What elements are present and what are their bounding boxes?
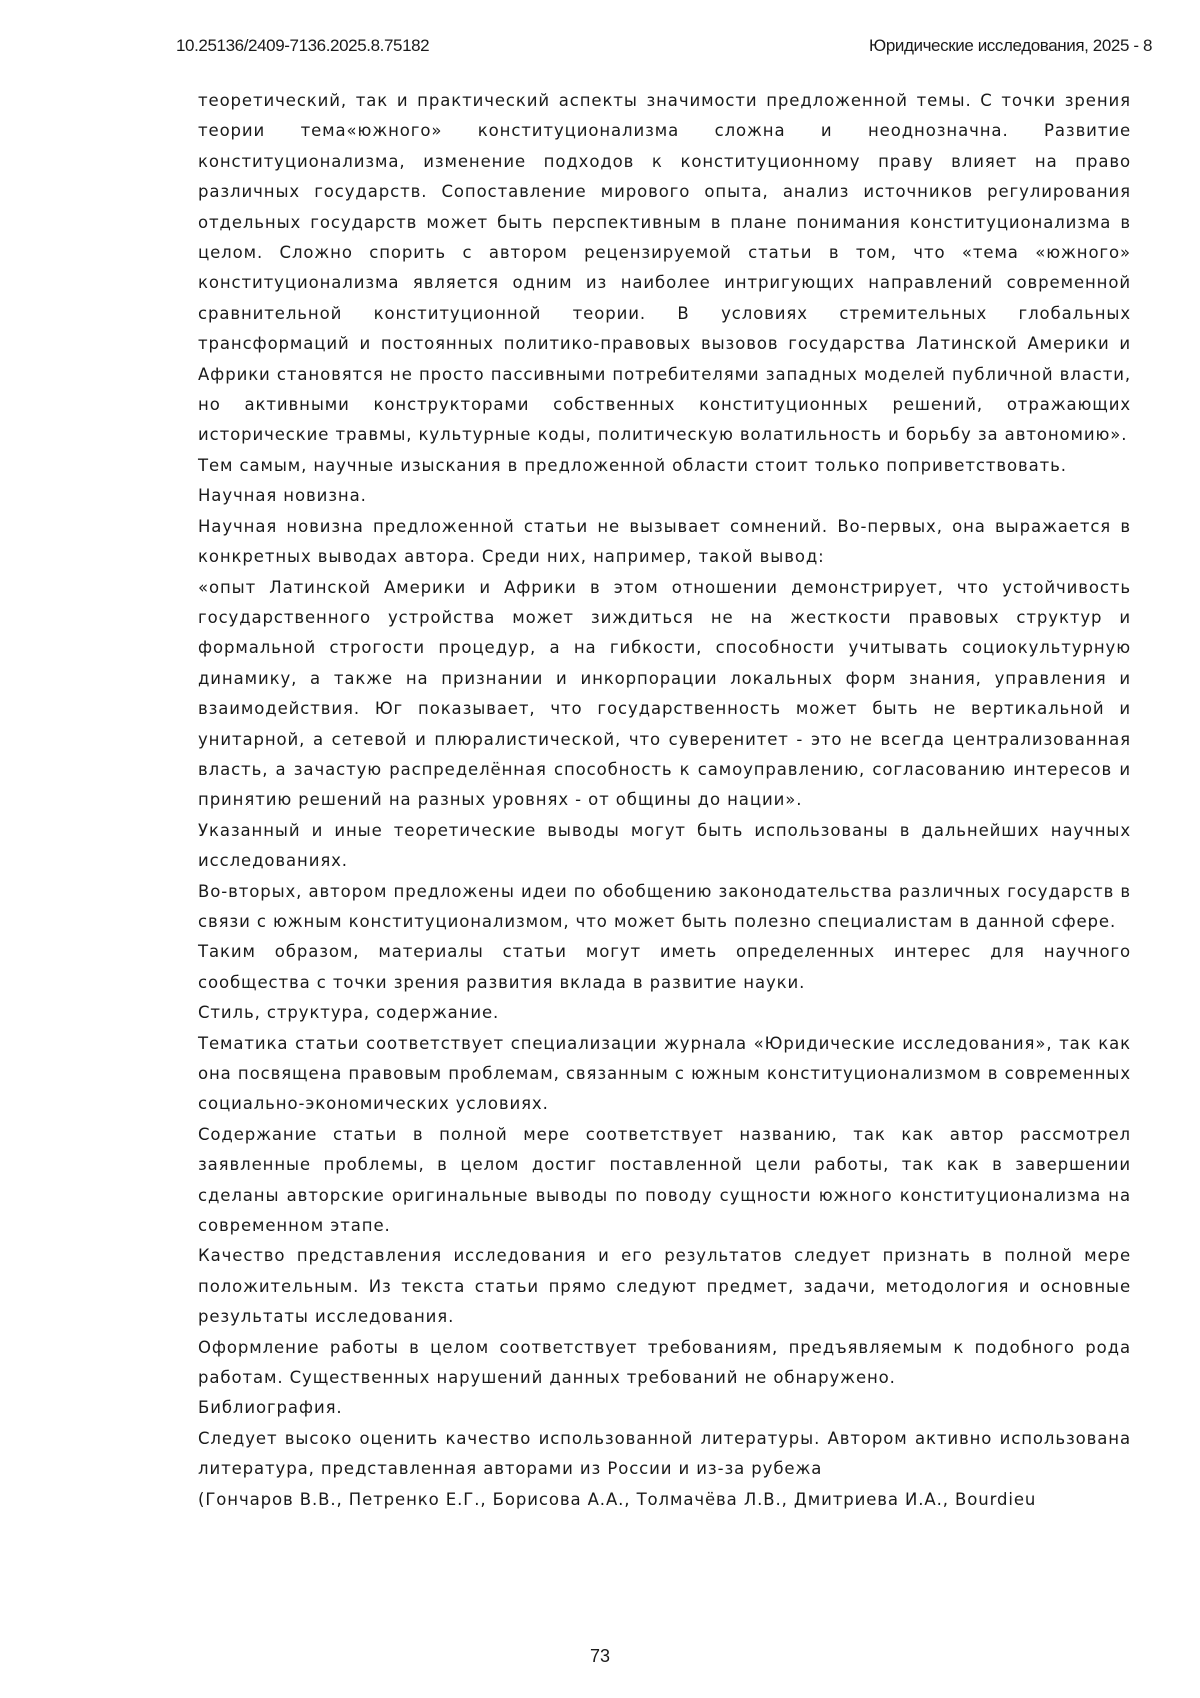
paragraph-summary: Таким образом, материалы статьи могут иметь определенных интерес для научного сообщества с точки зрения развития вклада в развитие науки. xyxy=(198,942,1131,992)
article-body xyxy=(198,86,1131,1515)
paragraph-conclusion-relevance: Тем самым, научные изыскания в предложенной области стоит только поприветствовать. xyxy=(198,455,1067,475)
paragraph-quote: «опыт Латинской Америки и Африки в этом отношении демонстрирует, что устойчивость государственного устройства может зиждиться не на жесткости правовых структур и формальной строгости процедур, а на гибкости, способности учитывать социокультурную динамику, а также на признании и инкорпорации локальных форм знания, управления и взаимодействия. Юг показывает, что государственность может быть не вертикальной и унитарной, а сетевой и плюралистической, что суверенитет - это не всегда централизованная власть, а зачастую распределённая способность к самоуправлению, согласованию интересов и принятию решений на разных уровнях - от общины до нации». xyxy=(198,577,1131,810)
heading-bibliography: Библиография. xyxy=(198,1398,343,1418)
paragraph-authors-list: (Гончаров В.В., Петренко Е.Г., Борисова А.А., Толмачёва Л.В., Дмитриева И.А., Bourdieu xyxy=(198,1489,1037,1509)
paragraph-content: Содержание статьи в полной мере соответствует названию, так как автор рассмотрел заявленные проблемы, в целом достиг поставленной цели работы, так как в завершении сделаны авторские оригинальные выводы по поводу сущности южного конституционализма на современном этапе. xyxy=(198,1124,1131,1236)
doi-text: 10.25136/2409-7136.2025.8.75182 xyxy=(176,36,430,55)
paragraph-bibliography: Следует высоко оценить качество использованной литературы. Автором активно использована литература, представленная авторами из России и из-за рубежа xyxy=(198,1428,1131,1479)
paragraph-topic: Тематика статьи соответствует специализации журнала «Юридические исследования», так как она посвящена правовым проблемам, связанным с южным конституционализмом в современных социально-экономических условиях. xyxy=(198,1033,1131,1114)
paragraph-formatting: Оформление работы в целом соответствует требованиям, предъявляемым к подобного рода работам. Существенных нарушений данных требований не обнаружено. xyxy=(198,1337,1131,1388)
page-number: 73 xyxy=(589,1646,611,1666)
paragraph-quality: Качество представления исследования и его результатов следует признать в полной мере положительным. Из текста статьи прямо следуют предмет, задачи, методология и основные результаты исследования. xyxy=(198,1246,1131,1327)
paragraph-theory: теоретический, так и практический аспекты значимости предложенной темы. С точки зрения теории тема«южного» конституционализма сложна и неоднозначна. Развитие конституционализма, изменение подходов к конституционному праву влияет на право различных государств. Сопоставление мирового опыта, анализ источников регулирования отдельных государств может быть перспективным в плане понимания конституционализма в целом. Сложно спорить с автором рецензируемой статьи в том, что «тема «южного» конституционализма является одним из наиболее интригующих направлений современной сравнительной конституционной теории. В условиях стремительных глобальных трансформаций и постоянных политико-правовых вызовов государства Латинской Америки и Африки становятся не просто пассивными потребителями западных моделей публичной власти, но активными конструкторами собственных конституционных решений, отражающих исторические травмы, культурные коды, политическую волатильность и борьбу за автономию». xyxy=(198,91,1131,445)
heading-novelty: Научная новизна. xyxy=(198,486,367,506)
paragraph-second-point: Во-вторых, автором предложены идеи по обобщению законодательства различных государств в связи с южным конституционализмом, что может быть полезно специалистам в данной сфере. xyxy=(198,881,1131,931)
journal-title: Юридические исследования, 2025 - 8 xyxy=(869,36,1152,55)
heading-style: Стиль, структура, содержание. xyxy=(198,1003,500,1023)
running-header xyxy=(176,36,1152,60)
paragraph-conclusions-use: Указанный и иные теоретические выводы могут быть использованы в дальнейших научных исследованиях. xyxy=(198,820,1131,871)
paragraph-novelty: Научная новизна предложенной статьи не вызывает сомнений. Во-первых, она выражается в конкретных выводах автора. Среди них, например, такой вывод: xyxy=(198,516,1131,567)
